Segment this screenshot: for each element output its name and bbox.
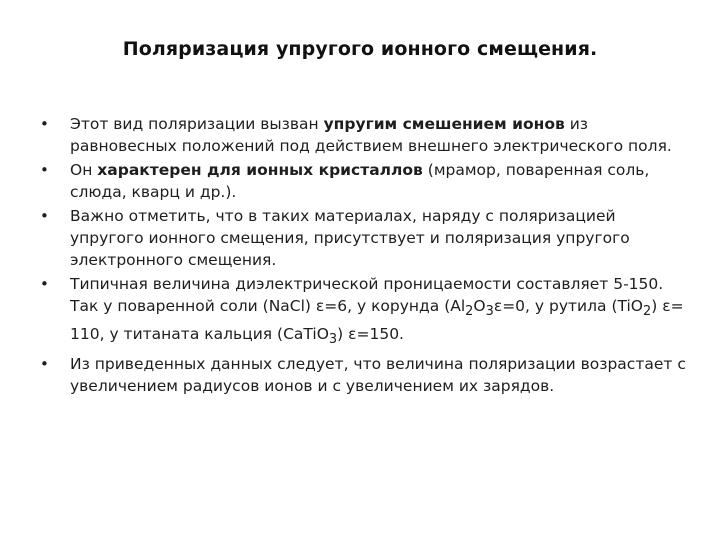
subscript: 2	[465, 304, 474, 320]
bullet-item-1	[40, 113, 690, 157]
bullet-text-3: Важно отметить, что в таких материалах, наряду с поляризацией упругого ионного смещения, присутствует и поляризация упругого электронного смещения.	[70, 207, 630, 269]
bullet-text-4: Типичная величина диэлектрической проницаемости составляет 5-150. Так у поваренной соли (NaCl) ε=6, у корунда ($Al_2O_3\varepsilon=0$, у рутила (TiO$_2$) ε= 110, у титаната кальция (CaTiO$_3$) ε=150.	[70, 275, 684, 348]
slide-title: Поляризация упругого ионного смещения.	[122, 38, 598, 60]
bullet-marker: •	[40, 161, 49, 179]
subscript: 3	[485, 304, 494, 320]
bullet-item-2	[40, 159, 690, 203]
bullet-item-5	[40, 353, 690, 397]
bullet-item-3	[40, 205, 690, 271]
bullet-list	[40, 113, 690, 399]
bullet-text-1: Этот вид поляризации вызван упругим смешением ионов из равновесных положений под действием внешнего электрического поля.	[70, 115, 672, 155]
bullet-item-4	[40, 273, 690, 351]
bullet-text-5: Из приведенных данных следует, что величина поляризации возрастает с увеличением радиусов ионов и с увеличением их зарядов.	[70, 355, 686, 396]
subscript: 2	[643, 304, 652, 320]
bullet-marker: •	[40, 115, 49, 133]
subscript: 3	[328, 332, 338, 348]
bullet-marker: •	[40, 355, 49, 374]
bullet-text-2: Он характерен для ионных кристаллов (мрамор, поваренная соль, слюда, кварц и др.).	[70, 161, 650, 201]
bullet-marker: •	[40, 275, 49, 293]
bullet-marker: •	[40, 207, 49, 225]
